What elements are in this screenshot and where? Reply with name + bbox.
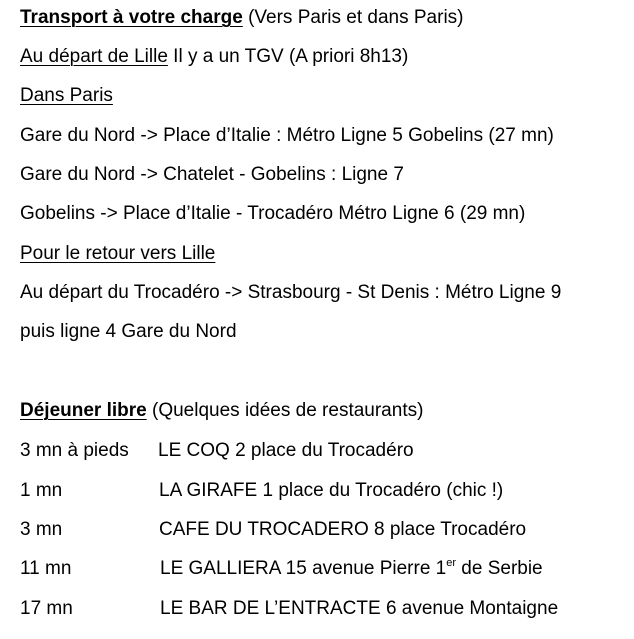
dejeuner-heading-line (20, 399, 423, 423)
retour-label: Pour le retour vers Lille (20, 243, 216, 264)
retour-line: puis ligne 4 Gare du Nord (20, 321, 237, 342)
depart-lille-line (20, 45, 408, 69)
restaurant-desc: LE BAR DE L’ENTRACTE 6 avenue Montaigne (160, 598, 559, 619)
dejeuner-heading: Déjeuner libre (20, 400, 147, 421)
restaurant-time: 3 mn (20, 519, 63, 540)
dejeuner-heading-note: (Quelques idées de restaurants) (146, 400, 424, 421)
restaurant-time: 1 mn (20, 480, 63, 501)
restaurant-desc: CAFE DU TROCADERO 8 place Trocadéro (159, 519, 527, 540)
restaurant-time: 3 mn à pieds (20, 440, 129, 461)
route-line: Gare du Nord -> Chatelet - Gobelins : Ligne 7 (20, 164, 404, 185)
restaurant-time: 11 mn (20, 558, 72, 579)
transport-heading: Transport à votre charge (20, 7, 243, 28)
dans-paris-label: Dans Paris (20, 85, 113, 106)
route-line: Gare du Nord -> Place d’Italie : Métro Ligne 5 Gobelins (27 mn) (20, 125, 554, 146)
transport-heading-note: (Vers Paris et dans Paris) (242, 7, 464, 28)
route-line: Gobelins -> Place d’Italie - Trocadéro Métro Ligne 6 (29 mn) (20, 203, 526, 224)
retour-line: Au départ du Trocadéro -> Strasbourg - St Denis : Métro Ligne 9 (20, 282, 562, 303)
restaurant-desc-main: LE GALLIERA 15 avenue Pierre 1 (160, 558, 447, 579)
restaurant-time: 17 mn (20, 598, 73, 619)
transport-heading-line (20, 6, 464, 30)
depart-lille-label: Au départ de Lille (20, 46, 168, 67)
restaurant-desc (160, 557, 543, 581)
restaurant-desc: LA GIRAFE 1 place du Trocadéro (chic !) (159, 480, 504, 501)
restaurant-desc-end: de Serbie (456, 558, 543, 579)
restaurant-desc: LE COQ 2 place du Trocadéro (158, 440, 414, 461)
depart-lille-text: Il y a un TGV (A priori 8h13) (167, 46, 409, 67)
restaurant-desc-superscript: er (446, 556, 457, 569)
